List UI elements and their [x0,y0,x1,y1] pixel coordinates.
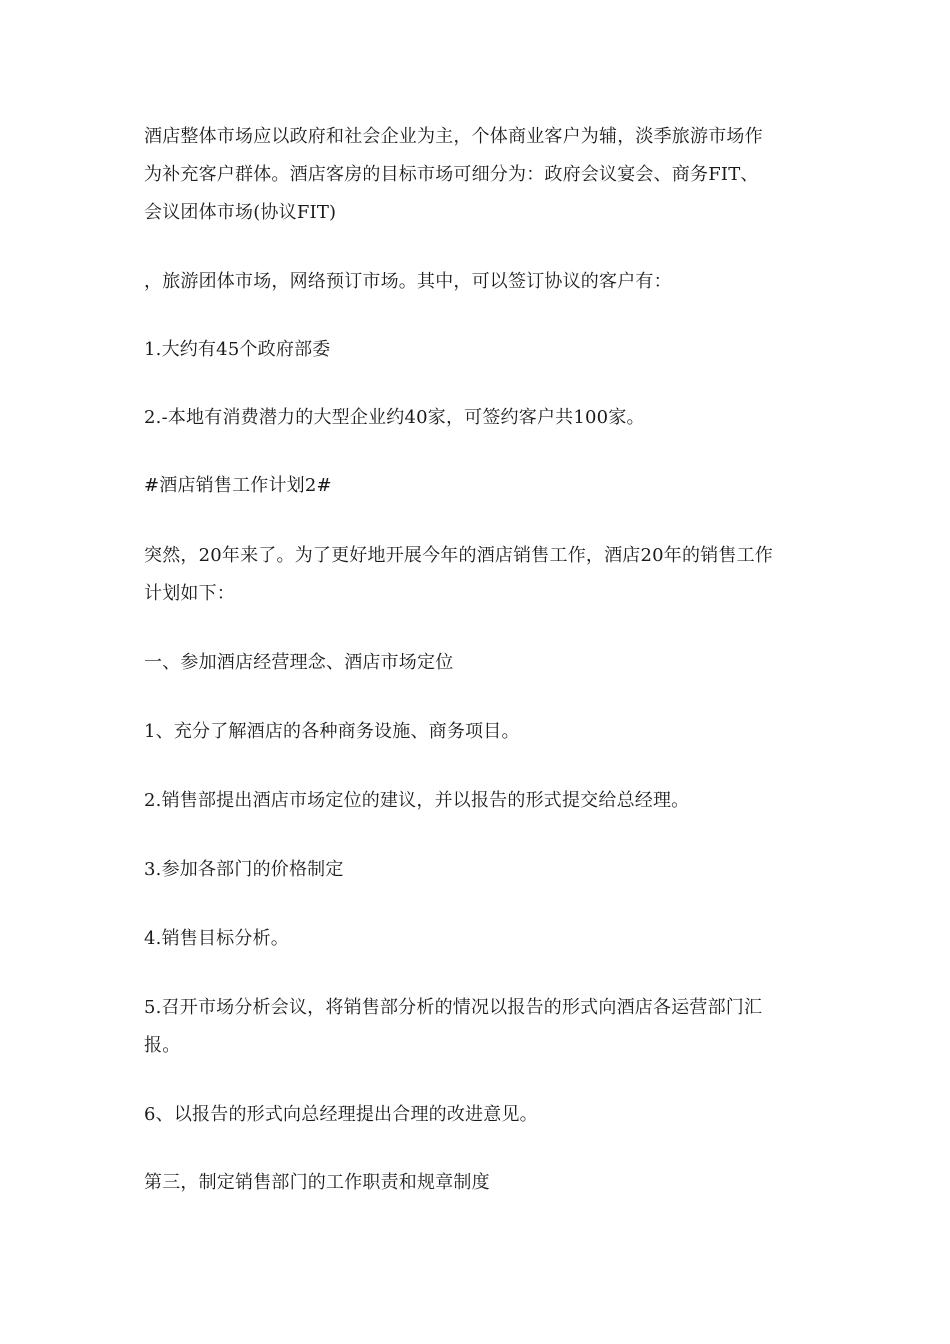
text-line: 酒店整体市场应以政府和社会企业为主，个体商业客户为辅，淡季旅游市场作 [144,126,763,147]
text-line: 2.销售部提出酒店市场定位的建议，并以报告的形式提交给总经理。 [144,790,690,811]
text-line: 1、充分了解酒店的各种商务设施、商务项目。 [144,721,520,742]
text-line: 突然，20年来了。为了更好地开展今年的酒店销售工作，酒店20年的销售工作 [144,545,774,566]
paragraph-intro [144,537,814,613]
section-heading-three [144,1164,814,1202]
text-line: 1.大约有45个政府部委 [144,339,331,360]
text-line: ，旅游团体市场，网络预订市场。其中，可以签订协议的客户有： [144,271,672,292]
list-item-2 [144,782,814,820]
text-line: 会议团体市场(协议FIT) [144,202,337,223]
paragraph-target-market-continued [144,263,814,301]
list-item-3 [144,851,814,889]
text-line: 第三，制定销售部门的工作职责和规章制度 [144,1172,490,1193]
section-heading-plan-2 [144,467,814,505]
list-item-5 [144,989,814,1065]
text-line: 计划如下： [144,583,235,604]
text-line: 5.召开市场分析会议，将销售部分析的情况以报告的形式向酒店各运营部门汇 [144,997,763,1018]
text-line: 报。 [144,1035,181,1056]
text-line: 6、以报告的形式向总经理提出合理的改进意见。 [144,1104,538,1125]
text-line: 3.参加各部门的价格制定 [144,859,344,880]
section-heading-one [144,644,814,682]
list-item-1 [144,331,814,369]
text-line: 2.-本地有消费潜力的大型企业约40家，可签约客户共100家。 [144,407,645,428]
list-item-6 [144,1096,814,1134]
text-line: 一、参加酒店经营理念、酒店市场定位 [144,652,454,673]
list-item-2 [144,399,814,437]
text-line: 4.销售目标分析。 [144,928,289,949]
paragraph-target-market [144,118,814,232]
text-line: #酒店销售工作计划2# [144,475,332,496]
list-item-1 [144,713,814,751]
list-item-4 [144,920,814,958]
text-line: 为补充客户群体。酒店客房的目标市场可细分为：政府会议宴会、商务FIT、 [144,164,759,185]
